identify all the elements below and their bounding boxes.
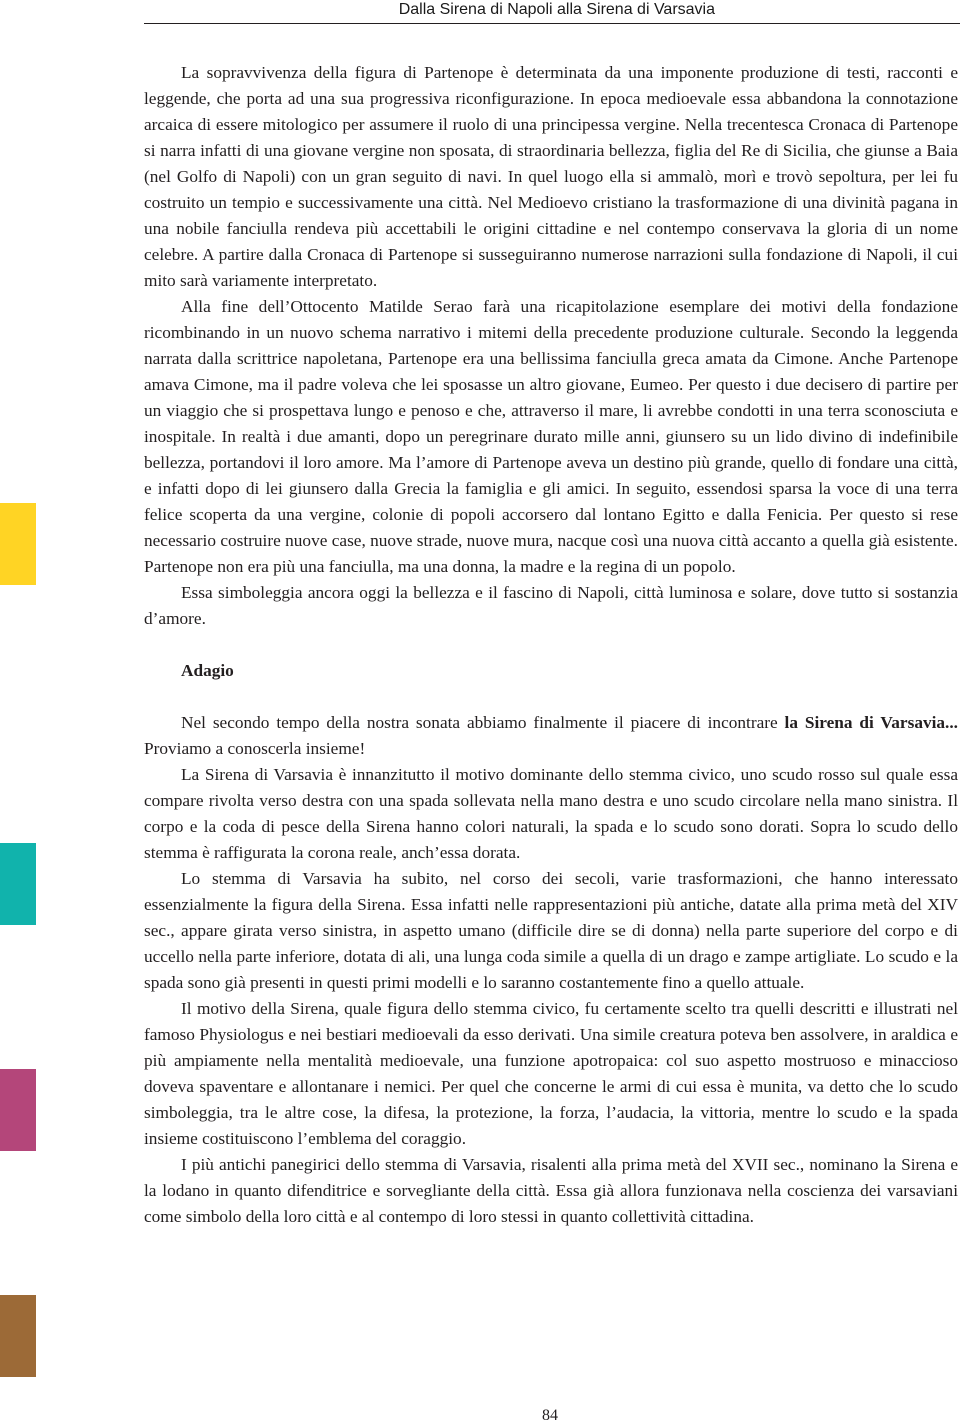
section-heading: Adagio: [181, 661, 234, 680]
intro-text: Nel secondo tempo della nostra sonata abbiamo finalmente il piacere di incontrare: [181, 713, 785, 732]
paragraph: Alla fine dell’Ottocento Matilde Serao farà una ricapitolazione esemplare dei motivi della fondazione ricombinando in un nuovo schema narrativo i mitemi della precedente produzione culturale. Secondo la leggenda narrata dalla scrittrice napoletana, Partenope era una bellissima fanciulla greca amata da Cimone. Anche Partenope amava Cimone, ma il padre voleva che lei sposasse un altro giovane, Eumeo. Per questo i due decisero di partire per un viaggio che si prospettava lungo e penoso e che, attraverso il mare, li avrebbe condotti in una terra sconosciuta e inospitale. In realtà i due amanti, dopo un peregrinare durato mille anni, giunsero su un lido divino di indefinibile bellezza, portandovi il loro amore. Ma l’amore di Partenope aveva un destino più grande, quello di fondare una città, e infatti dopo di lei giunsero dalla Grecia la famiglia e gli amici. In seguito, essendosi sparsa la voce di una terra felice scoperta da una vergine, colonie di popoli accorsero dal lontano Egitto e dalla Fenicia. Per questo si rese necessario costruire nuove case, nuove strade, nuove mura, nacque così una nuova città accanto a quella già esistente. Partenope non era più una fanciulla, ma una donna, la madre e la regina di un popolo.: [144, 297, 958, 576]
header-rule: [144, 23, 960, 24]
side-tab-magenta: [0, 1069, 36, 1151]
intro-text-end: Proviamo a conoscerla insieme!: [144, 739, 366, 758]
paragraph: La sopravvivenza della figura di Partenope è determinata da una imponente produzione di testi, racconti e leggende, che porta ad una sua progressiva riconfigurazione. In epoca medioevale essa abbandona la connotazione arcaica di essere mitologico per assumere il ruolo di una principessa vergine. Nella trecentesca Cronaca di Partenope si narra infatti di una giovane vergine non sposata, di straordinaria bellezza, figlia del Re di Sicilia, che giunse a Baia (nel Golfo di Napoli) con un gran seguito di navi. In quel luogo ella si ammalò, morì e trovò sepoltura, per lei fu costruito un tempio e successivamente una città. Nel Medioevo cristiano la trasformazione di una divinità pagana in una nobile fanciulla rendeva più accettabili le origini cittadine e nel contempo conservava la gloria di un nome celebre. A partire dalla Cronaca di Partenope si susseguiranno numerose narrazioni sulla fondazione di Napoli, il cui mito sarà variamente interpretato.: [144, 63, 958, 290]
paragraph: La Sirena di Varsavia è innanzitutto il motivo dominante dello stemma civico, uno scudo rosso sul quale essa compare rivolta verso destra con una spada sollevata nella mano destra e uno scudo circolare nella mano sinistra. Il corpo e la coda di pesce della Sirena hanno colori naturali, la spada e lo scudo sono dorati. Sopra lo scudo dello stemma è raffigurata la corona reale, anch’essa dorata.: [144, 765, 958, 862]
paragraph: Essa simboleggia ancora oggi la bellezza e il fascino di Napoli, città luminosa e solare, dove tutto si sostanzia d’amore.: [144, 583, 958, 628]
paragraph: I più antichi panegirici dello stemma di Varsavia, risalenti alla prima metà del XVII sec., nominano la Sirena e la lodano in quanto difenditrice e sorvegliante della città. Essa già allora funzionava nella coscienza dei varsaviani come simbolo della loro città e al contempo di loro stessi in quanto collettività cittadina.: [144, 1155, 958, 1226]
running-header: Dalla Sirena di Napoli alla Sirena di Varsavia: [398, 1, 715, 18]
page-number: 84: [542, 1407, 558, 1424]
paragraph: Il motivo della Sirena, quale figura dello stemma civico, fu certamente scelto tra quelli descritti e illustrati nel famoso Physiologus e nei bestiari medioevali da esso derivati. Una simile creatura poteva ben assolvere, in araldica e più ampiamente nella mentalità medioevale, una funzione apotropaica: col suo aspetto mostruoso e minaccioso doveva spaventare e allontanare i nemici. Per quel che concerne le armi di cui essa è munita, va detto che lo scudo simboleggia, tra le altre cose, la difesa, la protezione, la forza, l’audacia, la vittoria, mentre lo scudo e la spada insieme costituiscono l’emblema del coraggio.: [144, 999, 958, 1148]
intro-bold-text: la Sirena di Varsavia...: [784, 713, 959, 732]
page-body: [144, 60, 958, 1230]
side-tab-yellow: [0, 503, 36, 585]
side-tab-brown: [0, 1295, 36, 1377]
side-tab-teal: [0, 843, 36, 925]
paragraph: Lo stemma di Varsavia ha subito, nel corso dei secoli, varie trasformazioni, che hanno interessato essenzialmente la figura della Sirena. Essa infatti nelle rappresentazioni più antiche, datate alla prima metà del XIV sec., appare girata verso sinistra, in aspetto umano (difficile dire se di donna) nella parte superiore del corpo e di uccello nella parte inferiore, dotata di ali, una lunga coda simile a quella di un drago e zampe artigliate. Lo scudo e la spada sono già presenti in questi primi modelli e lo saranno costantemente fino a quello attuale.: [144, 869, 958, 992]
intro-paragraph: [144, 710, 958, 762]
